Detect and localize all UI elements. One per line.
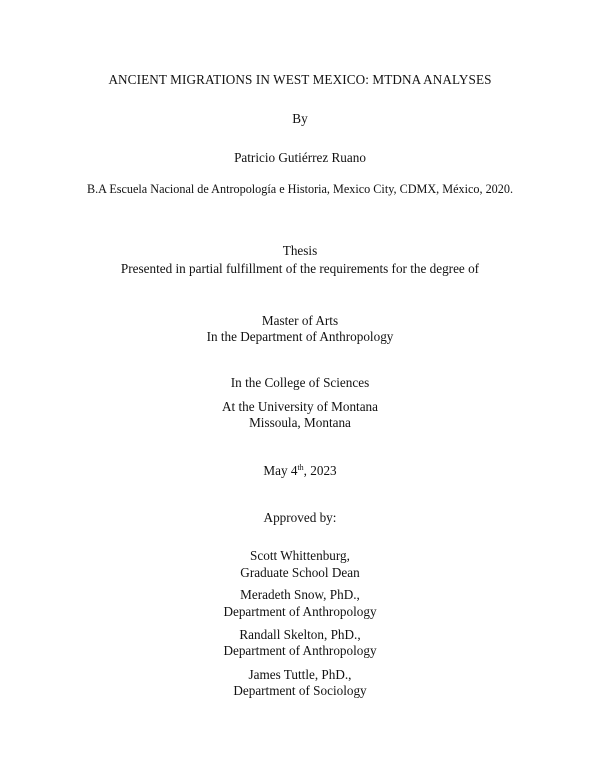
previous-degree: B.A Escuela Nacional de Antropología e Historia, Mexico City, CDMX, México, 2020. xyxy=(86,182,514,196)
committee-member-role: Department of Sociology xyxy=(233,683,367,698)
degree-name: Master of Arts xyxy=(261,313,339,328)
committee-member-role: Department of Anthropology xyxy=(223,604,377,619)
document-type: Thesis xyxy=(282,243,318,258)
committee-member-name: Meradeth Snow, PhD., xyxy=(240,587,360,602)
approved-by-label: Approved by: xyxy=(263,510,337,525)
committee-member-role: Graduate School Dean xyxy=(240,565,360,580)
committee-member-name: Scott Whittenburg, xyxy=(250,548,350,563)
by-label: By xyxy=(292,111,308,126)
college-name: In the College of Sciences xyxy=(230,375,370,390)
committee-member-role: Department of Anthropology xyxy=(223,643,377,658)
department-name: In the Department of Anthropology xyxy=(206,329,394,344)
university-name: At the University of Montana xyxy=(221,399,379,414)
committee-member-name: James Tuttle, PhD., xyxy=(248,667,352,682)
committee-member-name: Randall Skelton, PhD., xyxy=(239,627,361,642)
university-location: Missoula, Montana xyxy=(249,415,351,430)
submission-date xyxy=(0,463,600,479)
date-month-day: May 4 xyxy=(263,463,298,478)
date-year: , 2023 xyxy=(303,463,337,478)
date-ordinal-suffix: th xyxy=(297,463,304,472)
author-name: Patricio Gutiérrez Ruano xyxy=(234,150,366,165)
presented-statement: Presented in partial fulfillment of the requirements for the degree of xyxy=(120,261,480,276)
thesis-title: ANCIENT MIGRATIONS IN WEST MEXICO: MTDNA ANALYSES xyxy=(108,72,492,87)
